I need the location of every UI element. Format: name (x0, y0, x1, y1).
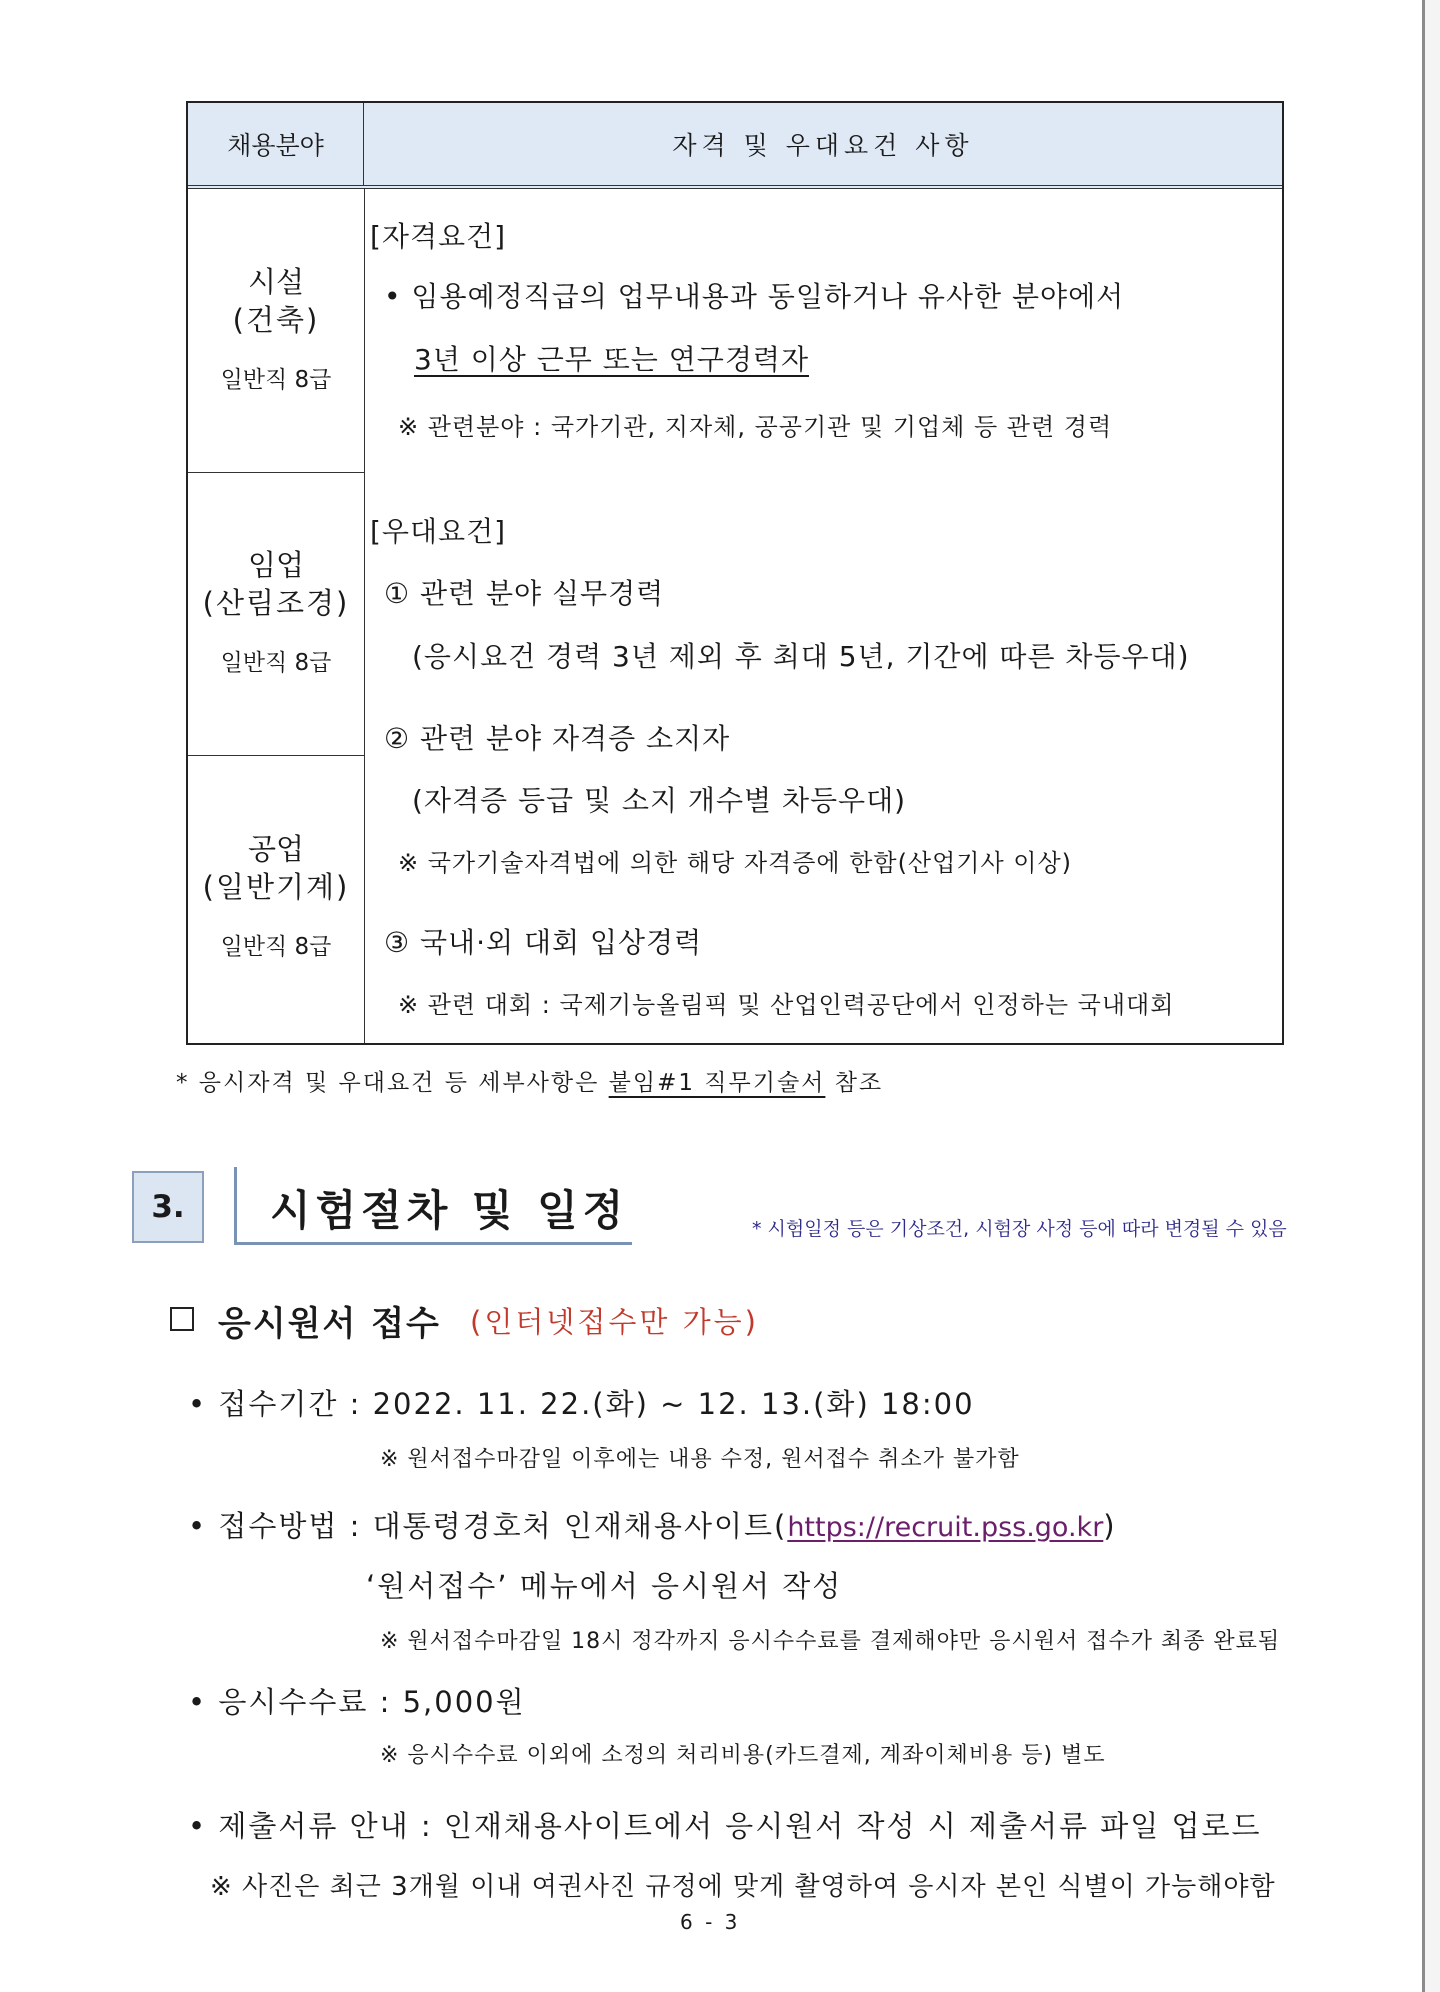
checkbox-square-icon (170, 1307, 194, 1331)
section-underline (234, 1242, 632, 1245)
preference-note: ※ 국가기술자격법에 의한 해당 자격증에 한함(산업기사 이상) (398, 849, 1073, 877)
column-divider (364, 189, 365, 1043)
qualification-table (186, 101, 1284, 1045)
recruit-site-link[interactable]: https://recruit.pss.go.kr (787, 1512, 1104, 1543)
preference-detail: (자격증 등급 및 소지 개수별 차등우대) (412, 784, 907, 817)
section-note: * 시험일정 등은 기상조건, 시험장 사정 등에 따라 변경될 수 있음 (752, 1218, 1287, 1240)
application-period: • 접수기간 : 2022. 11. 22.(화) ~ 12. 13.(화) 18:00 (188, 1387, 975, 1421)
application-method-line2: ‘원서접수’ 메뉴에서 응시원서 작성 (366, 1569, 843, 1603)
application-documents: • 제출서류 안내 : 인재채용사이트에서 응시원서 작성 시 제출서류 파일 업로드 (188, 1809, 1262, 1843)
field-forestry (188, 546, 364, 677)
preference-item: ③ 국내·외 대회 입상경력 (384, 926, 703, 959)
application-fee-note: ※ 응시수수료 이외에 소정의 처리비용(카드결제, 계좌이체비용 등) 별도 (380, 1743, 1106, 1768)
preference-item: ② 관련 분야 자격증 소지자 (384, 722, 731, 755)
field-name: 임업 (247, 548, 305, 582)
footnote-prefix: * 응시자격 및 우대요건 등 세부사항은 (176, 1070, 609, 1096)
application-heading: 응시원서 접수 (218, 1304, 441, 1344)
page-number: 6 - 3 (680, 1910, 741, 1934)
field-grade: 일반직 8급 (220, 367, 332, 393)
field-mechanical (188, 830, 364, 961)
table-footnote (176, 1064, 883, 1097)
method-suffix: ) (1103, 1509, 1117, 1543)
section-number: 3. (132, 1171, 204, 1243)
qualification-line: • 임용예정직급의 업무내용과 동일하거나 유사한 분야에서 (384, 280, 1125, 313)
application-heading-note: (인터넷접수만 가능) (470, 1305, 759, 1339)
field-sub: (산림조경) (202, 586, 350, 620)
field-grade: 일반직 8급 (220, 934, 332, 960)
header-field: 채용분야 (188, 103, 364, 185)
field-grade: 일반직 8급 (220, 650, 332, 676)
preference-note: ※ 관련 대회 : 국제기능올림픽 및 산업인력공단에서 인정하는 국내대회 (398, 991, 1175, 1019)
method-prefix: • 접수방법 : 대통령경호처 인재채용사이트( (188, 1509, 788, 1543)
row-divider (188, 755, 364, 756)
qualification-note: ※ 관련분야 : 국가기관, 지자체, 공공기관 및 기업체 등 관련 경력 (398, 413, 1113, 441)
application-fee: • 응시수수료 : 5,000원 (188, 1685, 526, 1719)
application-method-note: ※ 원서접수마감일 18시 정각까지 응시수수료를 결제해야만 응시원서 접수가 최종 완료됨 (380, 1629, 1281, 1654)
application-documents-note: ※ 사진은 최근 3개월 이내 여권사진 규정에 맞게 촬영하여 응시자 본인 식별이 가능해야함 (210, 1872, 1276, 1902)
application-period-note: ※ 원서접수마감일 이후에는 내용 수정, 원서접수 취소가 불가함 (380, 1447, 1020, 1472)
qualification-title: [자격요건] (370, 220, 507, 253)
section-title: 시험절차 및 일정 (270, 1186, 629, 1235)
page-margin (1425, 0, 1440, 1992)
qualification-line-underlined: 3년 이상 근무 또는 연구경력자 (414, 343, 809, 376)
preference-title: [우대요건] (370, 515, 507, 548)
section-bar (234, 1167, 237, 1245)
application-method (188, 1504, 1117, 1545)
row-divider (188, 472, 364, 473)
field-architecture (188, 263, 364, 394)
header-qualification: 자격 및 우대요건 사항 (672, 131, 974, 160)
field-name: 시설 (247, 265, 305, 299)
field-sub: (건축) (232, 303, 320, 337)
preference-item: ① 관련 분야 실무경력 (384, 577, 665, 610)
footnote-suffix: 참조 (825, 1070, 884, 1096)
footnote-attachment-link[interactable]: 붙임#1 직무기술서 (608, 1070, 826, 1096)
field-name: 공업 (247, 832, 305, 866)
table-header (188, 103, 1282, 189)
preference-detail: (응시요건 경력 3년 제외 후 최대 5년, 기간에 따른 차등우대) (412, 640, 1190, 673)
field-sub: (일반기계) (202, 870, 350, 904)
